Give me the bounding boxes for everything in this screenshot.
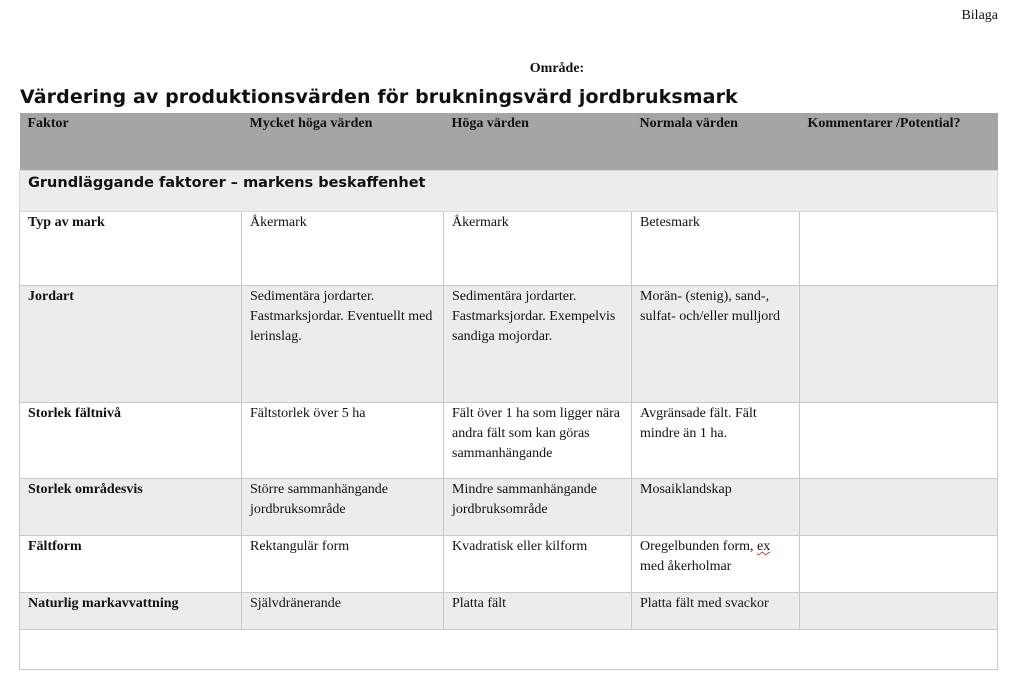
high-cell: Kvadratisk eller kilform	[444, 536, 632, 593]
attachment-label: Bilaga	[961, 8, 998, 23]
table-row	[20, 286, 998, 403]
normal-cell: Morän- (stenig), sand-, sulfat- och/eller mulljord	[632, 286, 800, 403]
comment-cell	[800, 212, 998, 286]
section-label: Grundläggande faktorer – markens beskaffenhet	[28, 175, 426, 191]
area-label: Område:	[529, 61, 585, 76]
valuation-table	[19, 113, 998, 670]
empty-cell	[20, 630, 998, 670]
high-cell: Åkermark	[444, 212, 632, 286]
normal-cell: Platta fält med svackor	[632, 593, 800, 630]
document-title: Värdering av produktionsvärden för brukningsvärd jordbruksmark	[20, 86, 738, 108]
very-high-cell: Större sammanhängande jordbruksområde	[242, 479, 444, 536]
spellcheck-flagged-word[interactable]: ex	[757, 539, 771, 554]
high-cell: Sedimentära jordarter. Fastmarksjordar. Exempelvis sandiga mojordar.	[444, 286, 632, 403]
factor-cell: Naturlig markavvattning	[20, 593, 242, 630]
normal-text-end: med åkerholmar	[640, 559, 732, 574]
normal-text-start: Oregelbunden form,	[640, 539, 754, 554]
comment-cell	[800, 536, 998, 593]
section-heading	[20, 171, 998, 212]
factor-cell: Fältform	[20, 536, 242, 593]
column-header-comments: Kommentarer /Potential?	[800, 113, 998, 171]
column-header-normal: Normala värden	[632, 113, 800, 171]
factor-cell: Typ av mark	[20, 212, 242, 286]
section-row	[20, 171, 998, 212]
table-row	[20, 593, 998, 630]
normal-cell: Avgränsade fält. Fält mindre än 1 ha.	[632, 403, 800, 479]
normal-cell: Mosaiklandskap	[632, 479, 800, 536]
high-cell: Mindre sammanhängande jordbruksområde	[444, 479, 632, 536]
very-high-cell: Rektangulär form	[242, 536, 444, 593]
factor-cell: Storlek områdesvis	[20, 479, 242, 536]
very-high-cell: Självdränerande	[242, 593, 444, 630]
very-high-cell: Sedimentära jordarter. Fastmarksjordar. Eventuellt med lerinslag.	[242, 286, 444, 403]
comment-cell	[800, 286, 998, 403]
table-row	[20, 403, 998, 479]
high-cell: Fält över 1 ha som ligger nära andra fält som kan göras sammanhängande	[444, 403, 632, 479]
empty-row	[20, 630, 998, 670]
column-header-very-high: Mycket höga värden	[242, 113, 444, 171]
column-header-high: Höga värden	[444, 113, 632, 171]
very-high-cell: Åkermark	[242, 212, 444, 286]
very-high-cell: Fältstorlek över 5 ha	[242, 403, 444, 479]
normal-cell	[632, 536, 800, 593]
comment-cell	[800, 593, 998, 630]
table-header-row	[20, 113, 998, 171]
column-header-factor: Faktor	[20, 113, 242, 171]
factor-cell: Storlek fältnivå	[20, 403, 242, 479]
factor-cell: Jordart	[20, 286, 242, 403]
normal-cell: Betesmark	[632, 212, 800, 286]
comment-cell	[800, 403, 998, 479]
table-row	[20, 479, 998, 536]
comment-cell	[800, 479, 998, 536]
table-row	[20, 212, 998, 286]
high-cell: Platta fält	[444, 593, 632, 630]
table-row	[20, 536, 998, 593]
